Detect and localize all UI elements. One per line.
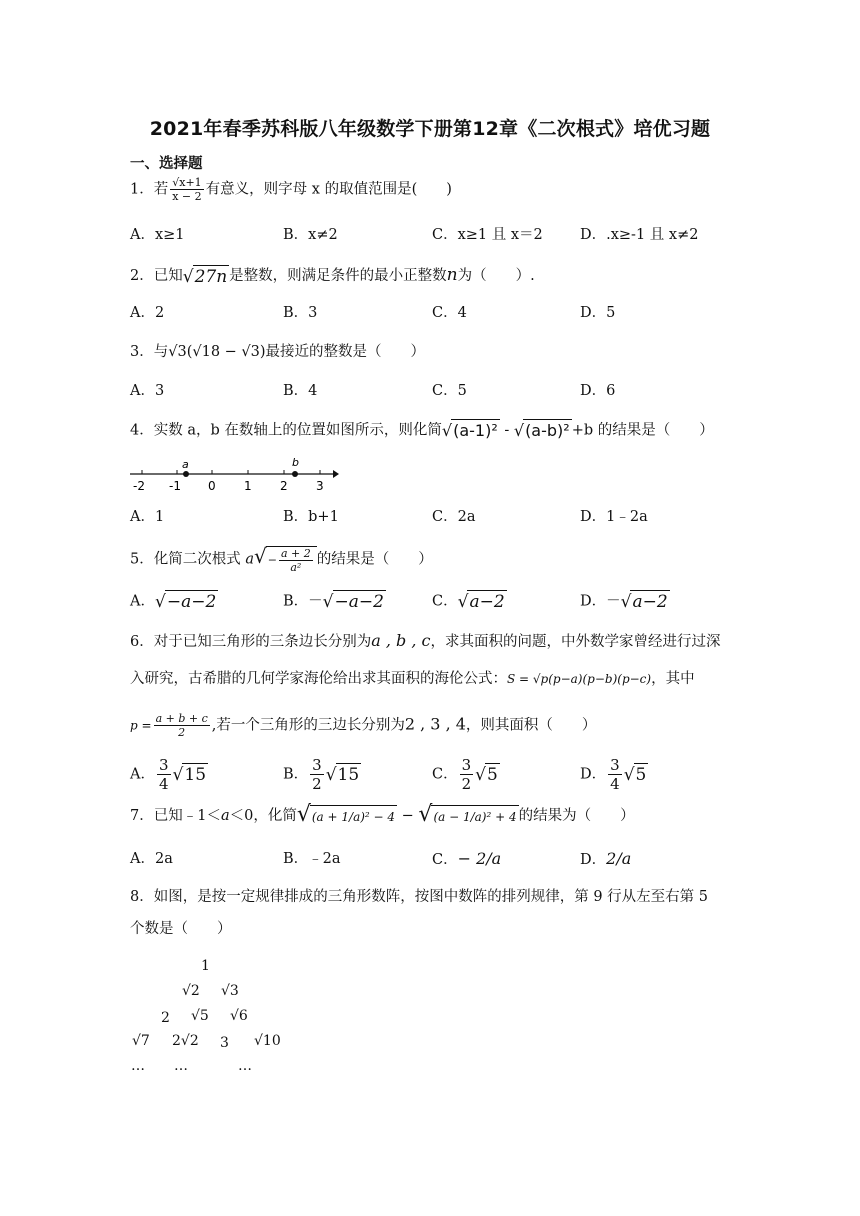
q2-suffix-a: 是整数，则满足条件的最小正整数 — [229, 268, 447, 284]
q1-fraction — [170, 176, 203, 203]
q5-prefix: 5．化简二次根式 — [130, 551, 241, 568]
q4-prefix: 4．实数 a，b 在数轴上的位置如图所示，则化简 — [130, 422, 442, 439]
question-6-line-2: 入研究，古希腊的几何学家海伦给出求其面积的海伦公式：S = √p(p−a)(p−b)(p−c)，其中 — [130, 671, 695, 687]
q5-option-a: A．√−a−2 — [130, 592, 217, 612]
q7-option-d: D．2/a — [580, 849, 632, 868]
q1-option-d: D．.x≥-1 且 x≠2 — [580, 227, 699, 243]
q7-option-b: B．﹣2a — [283, 851, 341, 867]
page-title: 2021年春季苏科版八年级数学下册第12章《二次根式》培优习题 — [149, 118, 711, 140]
q5-suffix: 的结果是（ ） — [316, 551, 433, 568]
point-a-label: a — [182, 458, 189, 471]
question-6-line-1: 6．对于已知三角形的三条边长分别为a , b , c，求其面积的问题，中外数学家曾经进行过深 — [130, 631, 721, 650]
triangle-cell: √7 — [132, 1033, 150, 1049]
question-4 — [130, 419, 714, 442]
question-8-line-2: 个数是（ ） — [130, 921, 232, 937]
q7-radicand-1: (a + 1/a)² − 4 — [310, 805, 397, 828]
heron-formula: S = √p(p−a)(p−b)(p−c) — [507, 672, 652, 686]
q4-option-a: A．1 — [130, 509, 165, 525]
triangle-cell: √10 — [254, 1033, 281, 1049]
q4-suffix: +b 的结果是（ ） — [571, 422, 714, 439]
q5-option-d: D．－√a−2 — [580, 592, 668, 612]
q4-radical-1: √(a-1)² — [441, 421, 498, 440]
q1-option-a: A．x≥1 — [130, 227, 185, 243]
q1-option-c: C．x≥1 且 x＝2 — [432, 227, 543, 243]
triangle-cell: √5 — [191, 1008, 209, 1024]
q5-frac-den: a² — [290, 560, 302, 574]
triangle-cell: 1 — [201, 958, 210, 974]
q2-option-a: A．2 — [130, 305, 165, 321]
point-b-label: b — [292, 456, 299, 469]
question-1 — [130, 176, 452, 203]
question-5 — [130, 545, 433, 574]
tick-label-neg2: -2 — [133, 479, 145, 493]
q3-option-b: B．4 — [283, 383, 318, 399]
question-6-line-3: p = $\frac{a + b + c}{2}$ ,若一个三角形的三边长分别为2 , 3 , 4，则其面积（ ） — [130, 712, 597, 739]
q2-prefix: 2．已知 — [130, 268, 183, 284]
q3-expression: √3(√18 − √3) — [168, 344, 266, 360]
q7-option-a: A．2a — [130, 851, 173, 867]
triangle-cell: 2√2 — [172, 1033, 199, 1049]
question-2 — [130, 264, 535, 288]
q3-option-a: A．3 — [130, 383, 165, 399]
q3-prefix: 3．与 — [130, 344, 169, 360]
triangle-cell: 3 — [220, 1035, 229, 1051]
triangle-cell: √2 — [182, 983, 200, 999]
q5-coef: a — [245, 551, 254, 568]
q4-option-b: B．b+1 — [283, 509, 339, 525]
q6-option-b: B． $\frac{3}{2}$ √15 — [283, 756, 360, 793]
q2-radicand: 27n — [194, 266, 228, 287]
q7-radicand-2: (a − 1/a)² + 4 — [431, 805, 518, 828]
q1-frac-num: √x+1 — [172, 176, 202, 189]
triangle-cell: … — [131, 1058, 145, 1074]
q7-option-c: C．− 2/a — [432, 849, 502, 868]
tick-label-2: 2 — [280, 479, 288, 493]
triangle-cell: 2 — [161, 1010, 170, 1026]
q2-var: n — [446, 265, 458, 285]
q2-suffix-b: 为（ ）. — [457, 268, 535, 284]
q6-option-c: C． $\frac{3}{2}$ √5 — [432, 756, 498, 793]
q6-abc: a , b , c — [371, 631, 431, 650]
q4-option-d: D．1﹣2a — [580, 509, 648, 525]
q1-suffix: 有意义，则字母 x 的取值范围是( ) — [205, 181, 452, 198]
q5-frac-num: a + 2 — [280, 546, 311, 560]
tick-label-neg1: -1 — [169, 479, 181, 493]
point-a-dot — [183, 471, 189, 477]
q1-frac-den: x − 2 — [172, 190, 202, 203]
tick-label-1: 1 — [244, 479, 252, 493]
q4-minus: - — [499, 422, 514, 439]
question-7: 7．已知﹣1＜a＜0，化简√(a + 1/a)² − 4 − √(a − 1/a)² + 4 的结果为（ ） — [130, 802, 635, 827]
q1-prefix: 1．若 — [130, 181, 169, 198]
number-line-figure — [128, 455, 340, 495]
q4-radicand-2: (a-b)² — [525, 421, 570, 440]
q3-option-c: C．5 — [432, 383, 467, 399]
tick-label-3: 3 — [316, 479, 324, 493]
question-3 — [130, 341, 425, 363]
q5-option-c: C．√a−2 — [432, 592, 505, 612]
q5-option-b: B．－√−a−2 — [283, 592, 384, 612]
tick-label-0: 0 — [208, 479, 216, 493]
q2-option-c: C．4 — [432, 305, 467, 321]
q2-option-d: D．5 — [580, 305, 616, 321]
q1-option-b: B．x≠2 — [283, 227, 338, 243]
point-b-dot — [292, 471, 298, 477]
triangle-cell: √3 — [221, 983, 239, 999]
q2-option-b: B．3 — [283, 305, 318, 321]
triangle-cell: √6 — [230, 1008, 248, 1024]
q2-radical: √27n — [182, 266, 228, 287]
question-8-line-1: 8．如图，是按一定规律排成的三角形数阵，按图中数阵的排列规律，第 9 行从左至右第 5 — [130, 889, 708, 905]
q6-option-a: A． $\frac{3}{4}$ √15 — [130, 756, 207, 793]
section-heading: 一、选择题 — [130, 156, 203, 172]
triangle-cell: … — [238, 1058, 252, 1074]
q4-radical-2: √(a-b)² — [513, 421, 570, 440]
q6-option-d: D． $\frac{3}{4}$ √5 — [580, 756, 647, 793]
q4-option-c: C．2a — [432, 509, 476, 525]
q3-option-d: D．6 — [580, 383, 616, 399]
q3-suffix: 最接近的整数是（ ） — [265, 344, 426, 360]
q5-radical: √− $\frac{a + 2}{\text{a²}}$ — [254, 545, 317, 574]
q4-radicand-1: (a-1)² — [453, 421, 498, 440]
triangle-cell: … — [174, 1058, 188, 1074]
q6-sides: 2 , 3 , 4 — [404, 714, 466, 734]
